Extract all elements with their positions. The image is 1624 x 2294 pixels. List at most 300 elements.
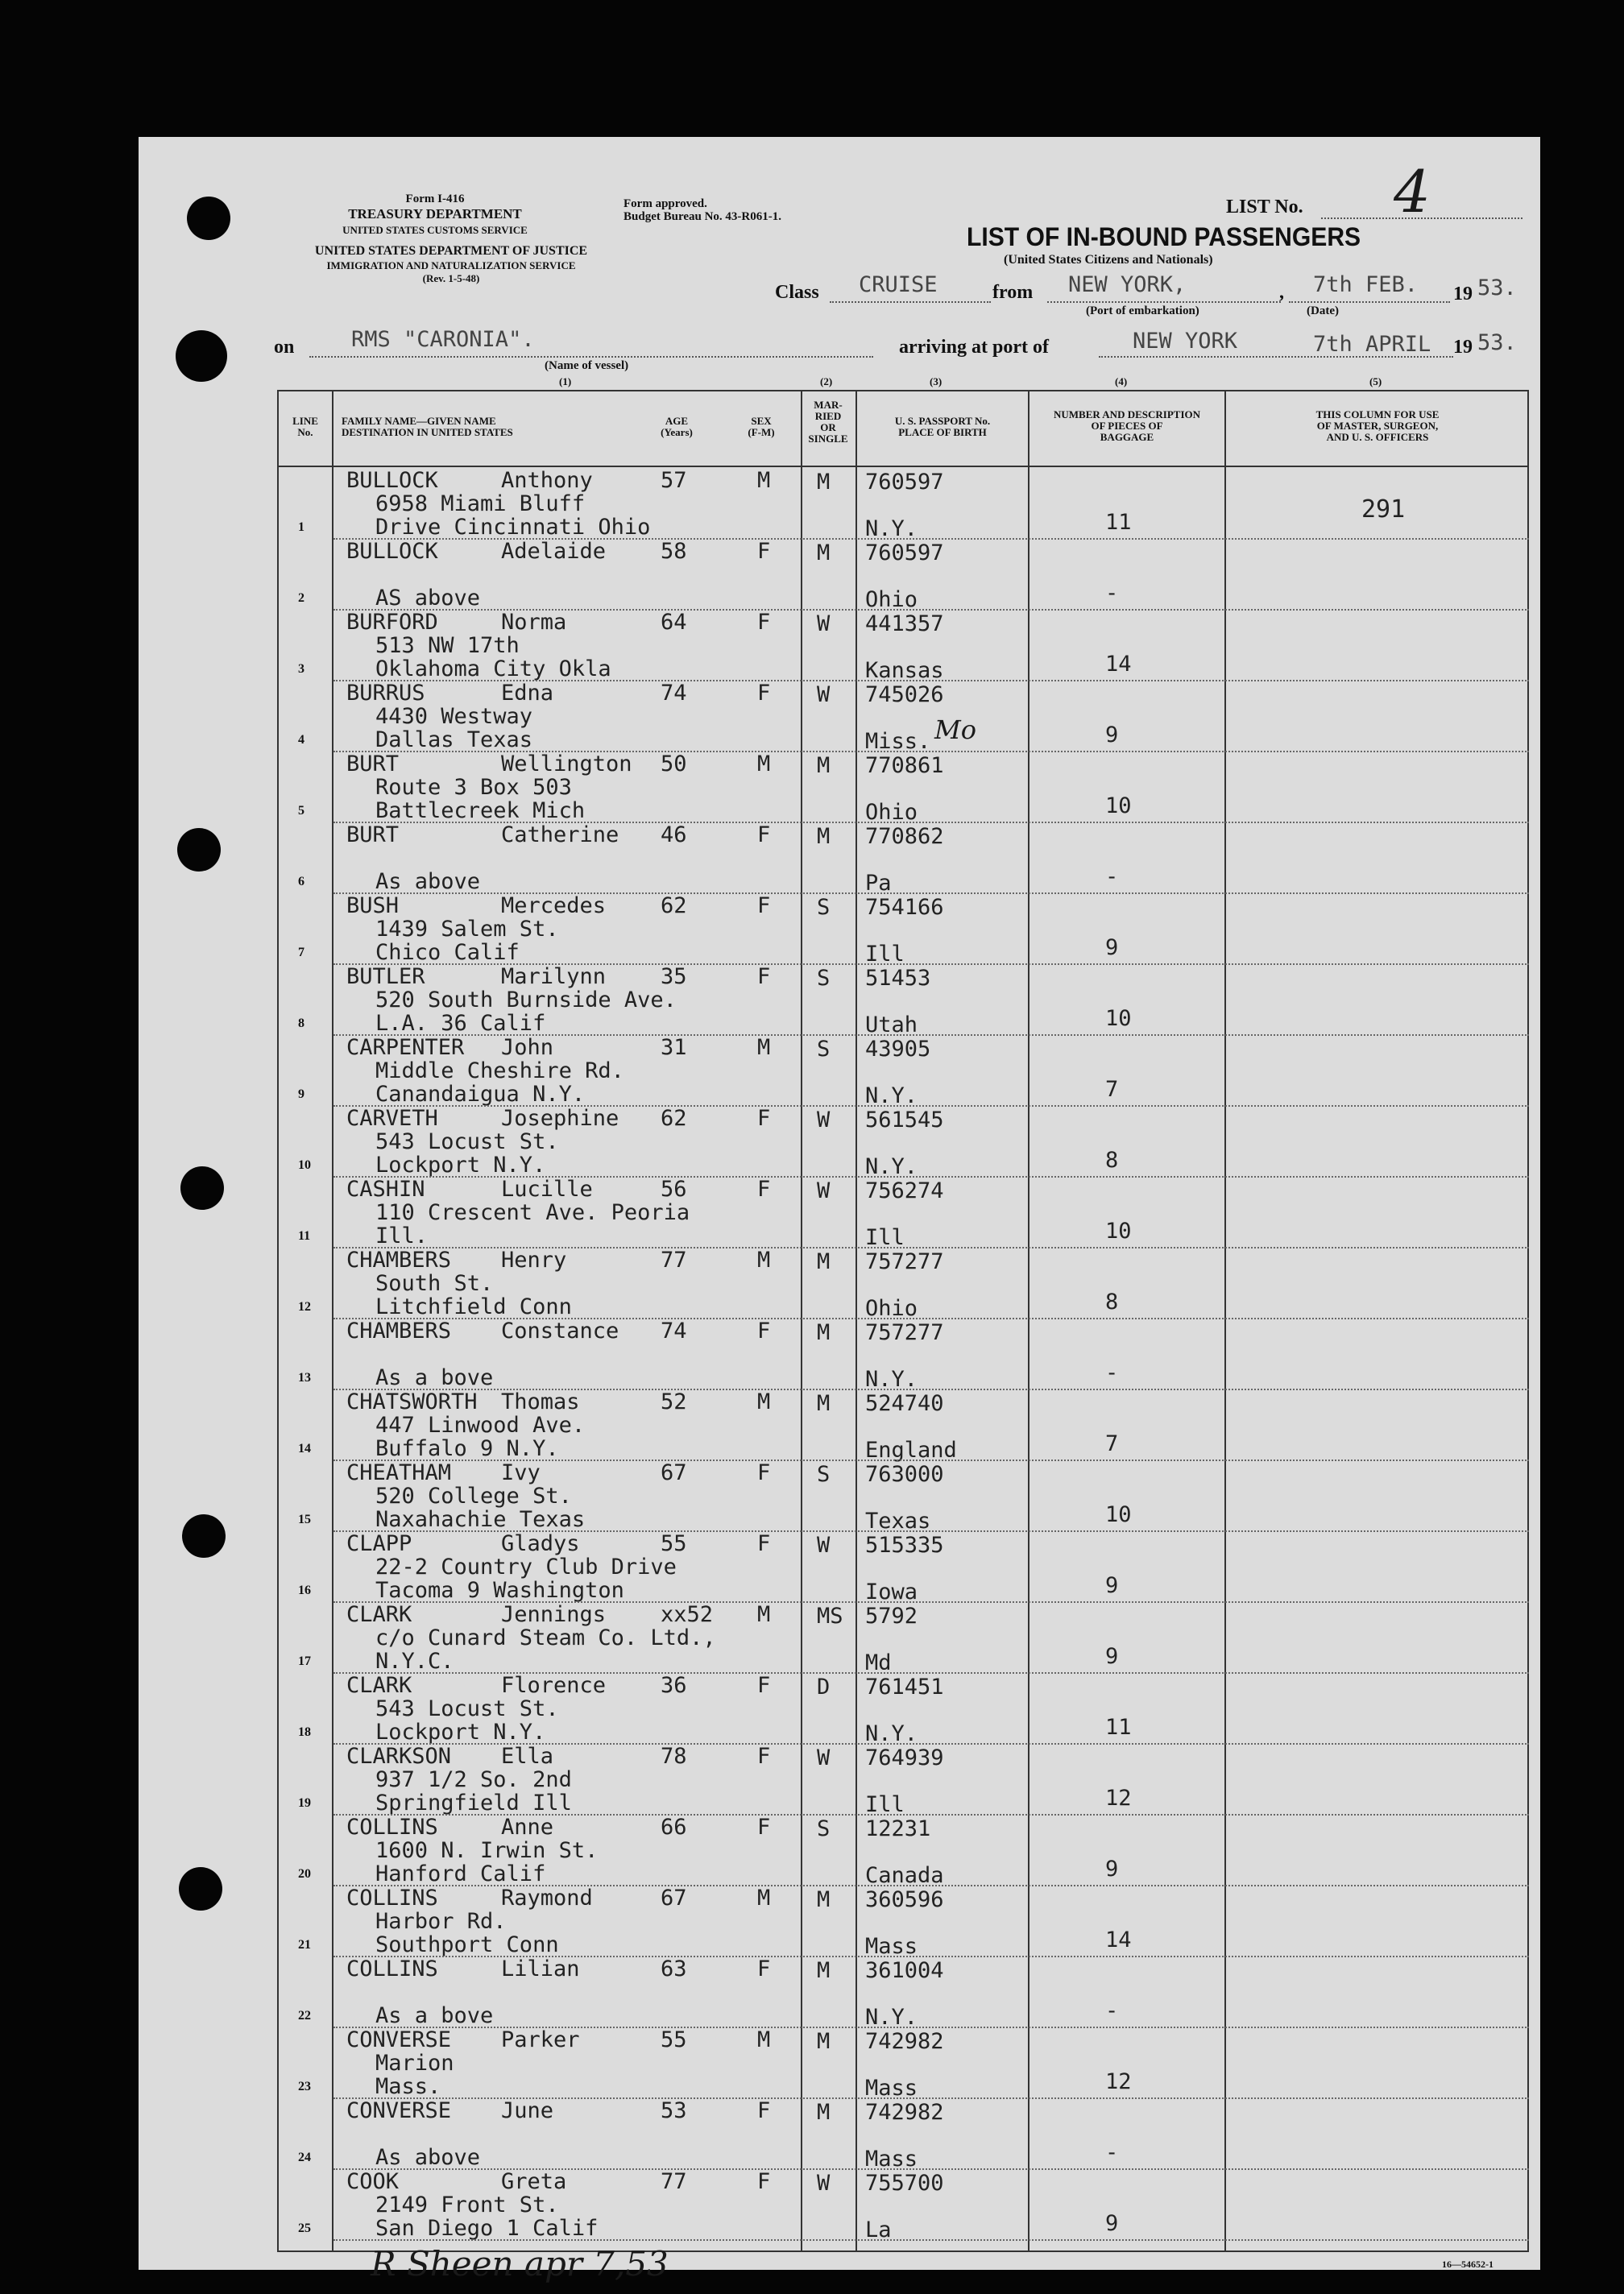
table-top-border [277, 390, 1529, 391]
given-name: Raymond [501, 1886, 593, 1911]
baggage-count: 9 [1105, 1857, 1119, 1882]
marital-status: W [817, 1745, 831, 1770]
baggage-count: 9 [1105, 1573, 1119, 1598]
passport-number: 770862 [865, 824, 944, 849]
col-header-name: FAMILY NAME—GIVEN NAME DESTINATION IN UNITED STATES [342, 415, 513, 438]
baggage-count: 14 [1105, 1928, 1132, 1952]
place-of-birth: Ohio [865, 800, 918, 825]
age: 77 [661, 2169, 687, 2194]
given-name: Florence [501, 1673, 607, 1698]
family-name: BURRUS [346, 681, 425, 706]
document-title: LIST OF IN-BOUND PASSENGERS [967, 222, 1361, 251]
baggage-count: 12 [1105, 2069, 1132, 2094]
punch-hole [180, 1166, 224, 1210]
col-header-officers: THIS COLUMN FOR USE OF MASTER, SURGEON, AND U. S. OFFICERS [1315, 408, 1440, 443]
age: 53 [661, 2098, 687, 2123]
address-line: As above [375, 2145, 481, 2170]
sex: F [757, 1106, 771, 1131]
passport-number: 361004 [865, 1958, 944, 1983]
sex: M [757, 1248, 771, 1273]
address-line: San Diego 1 Calif [375, 2216, 599, 2241]
sex: F [757, 1177, 771, 1202]
passport-number: 760597 [865, 470, 944, 495]
table-left-border [277, 390, 279, 2252]
given-name: Wellington [501, 752, 632, 776]
line-number: 5 [298, 804, 304, 818]
address-line: Lockport N.Y. [375, 1153, 546, 1178]
sex: F [757, 964, 771, 989]
family-name: CLARK [346, 1673, 412, 1698]
given-name: John [501, 1035, 554, 1060]
passport-number: 760597 [865, 540, 944, 565]
place-of-birth: Iowa [865, 1580, 918, 1605]
baggage-count: 9 [1105, 2211, 1119, 2236]
punch-hole [182, 1514, 226, 1558]
col-divider [1028, 390, 1030, 2252]
marital-status: W [817, 1533, 831, 1558]
address-line: N.Y.C. [375, 1649, 454, 1674]
line-number: 11 [298, 1229, 311, 1243]
family-name: CLARK [346, 1602, 412, 1627]
baggage-count: 12 [1105, 1786, 1132, 1811]
line-number: 9 [298, 1087, 304, 1101]
line-number: 19 [298, 1796, 311, 1810]
marital-status: M [817, 1887, 831, 1912]
address-line: Mass. [375, 2074, 441, 2099]
place-of-birth: Ill [865, 942, 905, 967]
treasury-department: TREASURY DEPARTMENT [348, 206, 522, 222]
place-of-birth: Ill [865, 1225, 905, 1250]
table-header-border [277, 466, 1529, 467]
place-of-birth: Ill [865, 1792, 905, 1817]
passport-number: 756274 [865, 1178, 944, 1203]
baggage-count: 10 [1105, 1006, 1132, 1031]
col-number-3: (3) [930, 375, 942, 387]
class-value: CRUISE [859, 272, 938, 297]
family-name: BULLOCK [346, 468, 438, 493]
passport-number: 764939 [865, 1745, 944, 1770]
marital-status: S [817, 1816, 831, 1841]
line-number: 7 [298, 946, 304, 959]
line-number: 4 [298, 733, 304, 747]
sex: F [757, 1815, 771, 1840]
address-line: 22-2 Country Club Drive [375, 1555, 677, 1580]
age: 62 [661, 1106, 687, 1131]
marital-status: S [817, 1037, 831, 1062]
given-name: Jennings [501, 1602, 607, 1627]
age: 78 [661, 1744, 687, 1769]
address-line: Canandaigua N.Y. [375, 1082, 586, 1107]
passport-number: 742982 [865, 2029, 944, 2054]
age: 56 [661, 1177, 687, 1202]
port-of-embarkation: NEW YORK, [1068, 272, 1187, 297]
place-of-birth: Canada [865, 1863, 944, 1888]
given-name: Catherine [501, 822, 619, 847]
family-name: BULLOCK [346, 539, 438, 564]
place-of-birth: La [865, 2217, 892, 2242]
baggage-count: - [1105, 864, 1119, 889]
marital-status: M [817, 1249, 831, 1274]
address-line: 4430 Westway [375, 704, 533, 729]
document-page [139, 137, 1540, 2270]
class-label: Class [775, 282, 819, 303]
from-line [1047, 301, 1281, 303]
given-name: Josephine [501, 1106, 619, 1131]
baggage-count: - [1105, 1998, 1119, 2023]
marital-status: M [817, 824, 831, 849]
given-name: Anne [501, 1815, 554, 1840]
baggage-count: 9 [1105, 935, 1119, 960]
arrival-year: 53. [1477, 330, 1517, 355]
family-name: CHATSWORTH [346, 1389, 478, 1414]
address-line: Route 3 Box 503 [375, 775, 572, 800]
place-of-birth: Ohio [865, 587, 918, 612]
given-name: Ella [501, 1744, 554, 1769]
family-name: CHEATHAM [346, 1460, 452, 1485]
age: 55 [661, 1531, 687, 1556]
sex: F [757, 1673, 771, 1698]
marital-status: W [817, 2171, 831, 2196]
given-name: Constance [501, 1319, 619, 1344]
family-name: BUSH [346, 893, 400, 918]
sex: M [757, 1886, 771, 1911]
embark-year: 53. [1477, 275, 1517, 300]
vessel-name: RMS "CARONIA". [351, 327, 535, 352]
marital-status: M [817, 2029, 831, 2054]
address-line: 110 Crescent Ave. Peoria [375, 1200, 690, 1225]
row-separator [334, 2239, 1529, 2241]
sex: F [757, 1319, 771, 1344]
line-number: 24 [298, 2151, 311, 2164]
col-divider [801, 390, 802, 2252]
marital-status: W [817, 1108, 831, 1133]
family-name: CHAMBERS [346, 1248, 452, 1273]
age: 57 [661, 468, 687, 493]
baggage-count: 8 [1105, 1148, 1119, 1173]
address-line: Tacoma 9 Washington [375, 1578, 624, 1603]
officer-note: 291 [1361, 495, 1406, 524]
address-line: Litchfield Conn [375, 1294, 572, 1319]
baggage-count: 10 [1105, 793, 1132, 818]
age: 62 [661, 893, 687, 918]
age: 74 [661, 681, 687, 706]
address-line: Ill. [375, 1224, 429, 1248]
line-number: 2 [298, 591, 304, 605]
age: 77 [661, 1248, 687, 1273]
address-line: 520 South Burnside Ave. [375, 988, 677, 1012]
family-name: COLLINS [346, 1957, 438, 1981]
marital-status: W [817, 1178, 831, 1203]
vessel-caption: (Name of vessel) [545, 359, 629, 372]
given-name: Anthony [501, 468, 593, 493]
address-line: 520 College St. [375, 1484, 572, 1509]
family-name: CLARKSON [346, 1744, 452, 1769]
family-name: CONVERSE [346, 2027, 452, 2052]
line-number: 13 [298, 1371, 311, 1385]
family-name: BUTLER [346, 964, 425, 989]
place-of-birth: Mass [865, 2147, 918, 2172]
age: 66 [661, 1815, 687, 1840]
passport-number: 754166 [865, 895, 944, 920]
address-line: As a bove [375, 1365, 494, 1390]
passport-number: 745026 [865, 682, 944, 707]
col-divider [1224, 390, 1226, 2252]
line-number: 14 [298, 1442, 311, 1455]
age: 31 [661, 1035, 687, 1060]
given-name: June [501, 2098, 554, 2123]
passport-number: 43905 [865, 1037, 931, 1062]
list-no-label: LIST No. [1226, 197, 1303, 217]
age: 64 [661, 610, 687, 635]
document-subtitle: (United States Citizens and Nationals) [1004, 253, 1213, 267]
sex: M [757, 468, 771, 493]
age: 58 [661, 539, 687, 564]
place-of-birth: Kansas [865, 658, 944, 683]
col-number-5: (5) [1369, 375, 1382, 387]
age: 52 [661, 1389, 687, 1414]
family-name: CASHIN [346, 1177, 425, 1202]
marital-status: S [817, 895, 831, 920]
col-divider [856, 390, 857, 2252]
address-line: 543 Locust St. [375, 1129, 559, 1154]
address-line: 937 1/2 So. 2nd [375, 1767, 572, 1792]
immigration-service: IMMIGRATION AND NATURALIZATION SERVICE [326, 259, 576, 271]
line-number: 18 [298, 1725, 311, 1739]
passport-number: 763000 [865, 1462, 944, 1487]
given-name: Marilynn [501, 964, 607, 989]
vessel-line [309, 356, 873, 358]
given-name: Parker [501, 2027, 580, 2052]
passport-number: 5792 [865, 1604, 918, 1629]
place-of-birth: Texas [865, 1509, 931, 1534]
line-number: 25 [298, 2222, 311, 2235]
from-label: from [992, 282, 1034, 303]
port-embarkation-caption: (Port of embarkation) [1086, 304, 1199, 317]
line-number: 21 [298, 1938, 311, 1952]
marital-status: MS [817, 1604, 843, 1629]
given-name: Thomas [501, 1389, 580, 1414]
line-number: 8 [298, 1017, 304, 1030]
family-name: CARPENTER [346, 1035, 465, 1060]
given-name: Henry [501, 1248, 567, 1273]
passport-number: 515335 [865, 1533, 944, 1558]
marital-status: M [817, 753, 831, 778]
baggage-count: - [1105, 2140, 1119, 2165]
place-of-birth: N.Y. [865, 1154, 918, 1179]
age: 67 [661, 1460, 687, 1485]
address-line: Battlecreek Mich [375, 798, 586, 823]
on-label: on [274, 337, 295, 358]
given-name: Gladys [501, 1531, 580, 1556]
col-header-baggage: NUMBER AND DESCRIPTION OF PIECES OF BAGGAGE [1053, 408, 1201, 443]
place-of-birth: N.Y. [865, 516, 918, 541]
col-header-sex: SEX (F-M) [748, 415, 775, 438]
sex: F [757, 2098, 771, 2123]
customs-service: UNITED STATES CUSTOMS SERVICE [342, 224, 528, 236]
age: 74 [661, 1319, 687, 1344]
marital-status: M [817, 470, 831, 495]
sex: M [757, 2027, 771, 2052]
family-name: CHAMBERS [346, 1319, 452, 1344]
family-name: BURFORD [346, 610, 438, 635]
date-line [1289, 301, 1450, 303]
arrival-year-prefix: 19 [1453, 337, 1473, 358]
family-name: CLAPP [346, 1531, 412, 1556]
passport-number: 51453 [865, 966, 931, 991]
place-of-birth: N.Y. [865, 2005, 918, 2030]
sex: M [757, 1389, 771, 1414]
address-line: Drive Cincinnati Ohio [375, 515, 651, 540]
baggage-count: 11 [1105, 1715, 1132, 1740]
year-prefix: 19 [1453, 284, 1473, 304]
place-of-birth: Ohio [865, 1296, 918, 1321]
form-approved: Form approved. [624, 197, 707, 210]
passport-number: 524740 [865, 1391, 944, 1416]
address-line: c/o Cunard Steam Co. Ltd., [375, 1625, 716, 1650]
sex: F [757, 1957, 771, 1981]
line-number: 3 [298, 662, 304, 676]
passport-number: 757277 [865, 1249, 944, 1274]
family-name: CONVERSE [346, 2098, 452, 2123]
marital-status: W [817, 611, 831, 636]
sex: F [757, 1531, 771, 1556]
age: 55 [661, 2027, 687, 2052]
marital-status: M [817, 1320, 831, 1345]
family-name: BURT [346, 822, 400, 847]
sex: F [757, 822, 771, 847]
place-of-birth: Mass [865, 2076, 918, 2101]
place-of-birth: England [865, 1438, 957, 1463]
address-line: Middle Cheshire Rd. [375, 1058, 624, 1083]
passport-number: 561545 [865, 1108, 944, 1133]
line-number: 6 [298, 875, 304, 888]
punch-hole [179, 1867, 222, 1911]
marital-status: S [817, 1462, 831, 1487]
age: 63 [661, 1957, 687, 1981]
address-line: 447 Linwood Ave. [375, 1413, 586, 1438]
baggage-count: 8 [1105, 1290, 1119, 1315]
line-number: 1 [298, 520, 304, 534]
arrival-date: 7th APRIL [1313, 332, 1431, 357]
marital-status: W [817, 682, 831, 707]
address-line: Chico Calif [375, 940, 520, 965]
sex: F [757, 893, 771, 918]
sex: M [757, 752, 771, 776]
age: 35 [661, 964, 687, 989]
address-line: AS above [375, 586, 481, 611]
baggage-count: 10 [1105, 1219, 1132, 1244]
passport-number: 742982 [865, 2100, 944, 2125]
line-number: 12 [298, 1300, 311, 1314]
given-name: Lucille [501, 1177, 593, 1202]
baggage-count: 7 [1105, 1077, 1119, 1102]
baggage-count: 10 [1105, 1502, 1132, 1527]
revision-date: (Rev. 1-5-48) [422, 272, 480, 284]
col-divider [332, 390, 334, 2252]
given-name: Adelaide [501, 539, 607, 564]
baggage-count: 14 [1105, 652, 1132, 677]
place-of-birth: N.Y. [865, 1721, 918, 1746]
col-header-married: MAR- RIED OR SINGLE [808, 399, 848, 445]
place-of-birth: Utah [865, 1012, 918, 1037]
marital-status: M [817, 1391, 831, 1416]
list-no-value: 4 [1394, 158, 1431, 226]
address-line: Southport Conn [375, 1932, 559, 1957]
given-name: Lilian [501, 1957, 580, 1981]
arrival-port: NEW YORK [1133, 329, 1238, 354]
family-name: COLLINS [346, 1886, 438, 1911]
date-caption: (Date) [1307, 304, 1339, 317]
table-right-border [1527, 390, 1529, 2252]
form-code: 16—54652-1 [1442, 2259, 1494, 2270]
class-line [830, 301, 991, 303]
family-name: BURT [346, 752, 400, 776]
line-number: 17 [298, 1654, 311, 1668]
sex: F [757, 610, 771, 635]
col-header-age: AGE (Years) [661, 415, 693, 438]
address-line: Springfield Ill [375, 1791, 572, 1816]
place-of-birth: Miss. [865, 729, 931, 754]
address-line: Buffalo 9 N.Y. [375, 1436, 559, 1461]
line-number: 16 [298, 1584, 311, 1597]
given-name: Norma [501, 610, 567, 635]
passport-number: 12231 [865, 1816, 931, 1841]
baggage-count: - [1105, 1360, 1119, 1385]
age: xx52 [661, 1602, 714, 1627]
address-line: L.A. 36 Calif [375, 1011, 546, 1036]
handwritten-signature: R Sheen apr 7,53 [371, 2244, 669, 2284]
address-line: Marion [375, 2051, 454, 2076]
sex: F [757, 1744, 771, 1769]
address-line: Dallas Texas [375, 727, 533, 752]
sex: F [757, 681, 771, 706]
col-number-1: (1) [559, 375, 572, 387]
baggage-count: 9 [1105, 723, 1119, 747]
age: 46 [661, 822, 687, 847]
address-line: Lockport N.Y. [375, 1720, 546, 1745]
given-name: Ivy [501, 1460, 541, 1485]
place-of-birth: N.Y. [865, 1083, 918, 1108]
marital-status: M [817, 1958, 831, 1983]
place-of-birth: Md [865, 1650, 892, 1675]
marital-status: D [817, 1675, 831, 1700]
address-line: 2149 Front St. [375, 2193, 559, 2217]
passport-number: 360596 [865, 1887, 944, 1912]
place-of-birth: Pa [865, 871, 892, 896]
punch-hole [177, 828, 221, 872]
passport-number: 770861 [865, 753, 944, 778]
address-line: As above [375, 869, 481, 894]
col-header-passport: U. S. PASSPORT No. PLACE OF BIRTH [894, 415, 991, 438]
passport-number: 761451 [865, 1675, 944, 1700]
col-number-4: (4) [1115, 375, 1128, 387]
family-name: COLLINS [346, 1815, 438, 1840]
sex: F [757, 1460, 771, 1485]
family-name: COOK [346, 2169, 400, 2194]
passport-number: 755700 [865, 2171, 944, 2196]
arriving-label: arriving at port of [899, 337, 1049, 358]
address-line: 1439 Salem St. [375, 917, 559, 942]
address-line: Harbor Rd. [375, 1909, 507, 1934]
baggage-count: 7 [1105, 1431, 1119, 1456]
budget-bureau: Budget Bureau No. 43-R061-1. [624, 210, 781, 223]
place-of-birth: Mass [865, 1934, 918, 1959]
passport-number: 441357 [865, 611, 944, 636]
age: 50 [661, 752, 687, 776]
baggage-count: 9 [1105, 1644, 1119, 1669]
punch-hole [187, 197, 230, 240]
age: 36 [661, 1673, 687, 1698]
